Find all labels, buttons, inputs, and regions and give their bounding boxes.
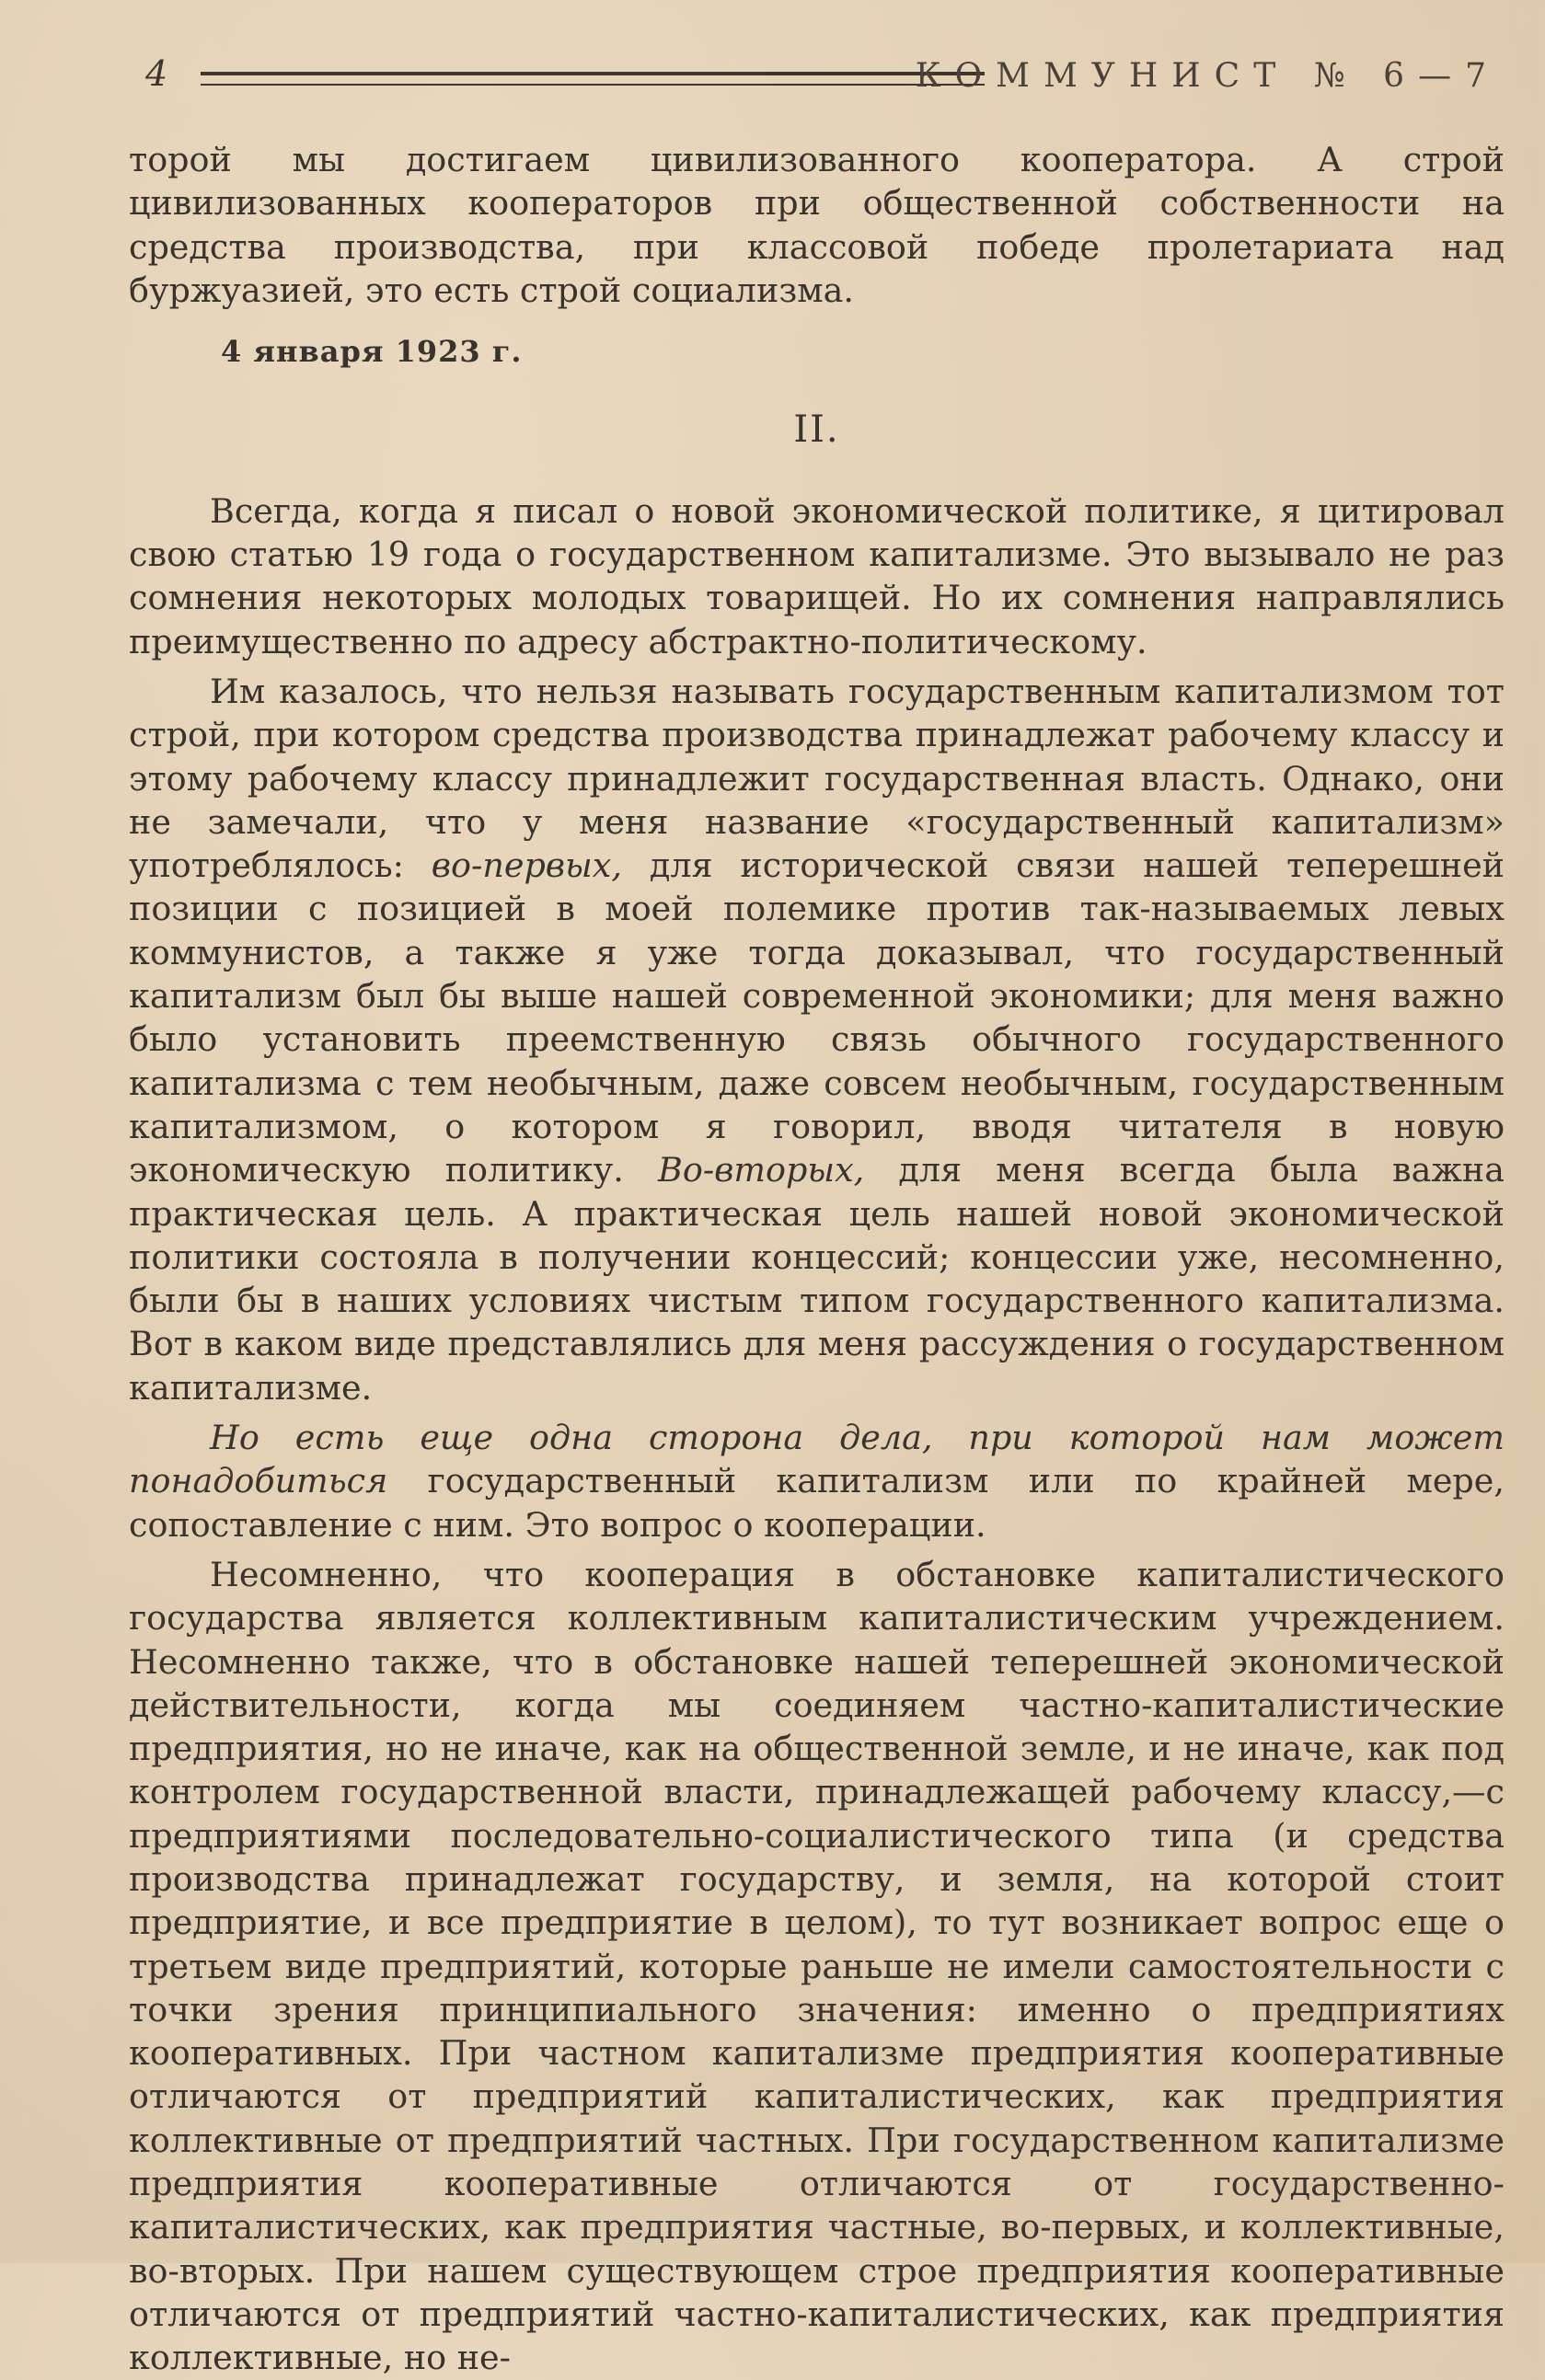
paragraph-2-text-a: Им казалось, что нельзя называть государственным капитализмом тот строй, при котором средства производства принадлежат рабочему классу и этому рабочему классу принадлежит государственная власть. Однако, они не замечали, что у меня название «государственный капитализм» употреблялось: — [129, 671, 1505, 886]
page-number: 4 — [145, 53, 168, 94]
paragraph-2-emphasis-second: Во-вторых, — [658, 1150, 865, 1190]
header-rule — [201, 72, 985, 86]
paragraph-2 — [129, 670, 1505, 1409]
paragraph-3-emphasis: Но есть еще одна сторона дела, при которой нам может понадобиться — [129, 1418, 1505, 1501]
section-heading: II. — [793, 408, 840, 452]
paragraph-2-emphasis-first: во-первых, — [431, 845, 622, 886]
journal-title: КОММУНИСТ № 6—7 — [915, 57, 1500, 95]
paragraph-3 — [129, 1416, 1505, 1546]
article-body — [129, 138, 1505, 2380]
paragraph-2-text-c: для меня всегда была важна практическая цель. А практическая цель нашей новой экономической политики состояла в получении концессий; концессии уже, несомненно, были бы в наших условиях чистым типом государственного капитализма. Вот в каком виде представлялись для меня рассуждения о государственном капитализме. — [129, 1150, 1505, 1408]
paragraph-3-text: государственный капитализм или по крайней мере, сопоставление с ним. Это вопрос о кооперации. — [129, 1461, 1505, 1545]
paragraph-1: Всегда, когда я писал о новой экономической политике, я цитировал свою статью 19 года о государственном капитализме. Это вызывало не раз сомнения некоторых молодых товарищей. Но их сомнения направлялись преимущественно по адресу абстрактно-политическому. — [129, 490, 1505, 661]
paragraph-2-text-b: для исторической связи нашей теперешней позиции с позицией в моей полемике против так-называемых левых коммунистов, а также я уже тогда доказывал, что государственный капитализм был бы выше нашей современной экономики; для меня важно было установить преемственную связь обычного государственного капитализма с тем необычным, даже совсем необычным, государственным капитализмом, о котором я говорил, вводя читателя в новую экономическую политику. — [129, 845, 1505, 1190]
paragraph-4: Несомненно, что кооперация в обстановке капиталистического государства является коллективным капиталистическим учреждением. Несомненно также, что в обстановке нашей теперешней экономической действительности, когда мы соединяем частно-капиталистические предприятия, но не иначе, как на общественной земле, и не иначе, как под контролем государственной власти, принадлежащей рабочему классу,—с предприятиями последовательно-социалистического типа (и средства производства принадлежат государству, и земля, на которой стоит предприятие, и все предприятие в целом), то тут возникает вопрос еще о третьем виде предприятий, которые раньше не имели самостоятельности с точки зрения принципиального значения: именно о предприятиях кооперативных. При частном капитализме предприятия кооперативные отличаются от предприятий капиталистических, как предприятия коллективные от предприятий частных. При государственном капитализме предприятия кооперативные отличаются от государственно-капиталистических, как предприятия частные, во-первых, и коллективные, во-вторых. При нашем существующем строе предприятия кооперативные отличаются от предприятий частно-капиталистических, как предприятия коллективные, но не- — [129, 1554, 1505, 2378]
date-line: 4 января 1923 г. — [221, 334, 523, 370]
paragraph-intro: торой мы достигаем цивилизованного кооператора. А строй цивилизованных кооператоров при общественной собственности на средства производства, при классовой победе пролетариата над буржуазией, это есть строй социализма. — [129, 140, 1505, 310]
page-header — [138, 53, 1500, 99]
